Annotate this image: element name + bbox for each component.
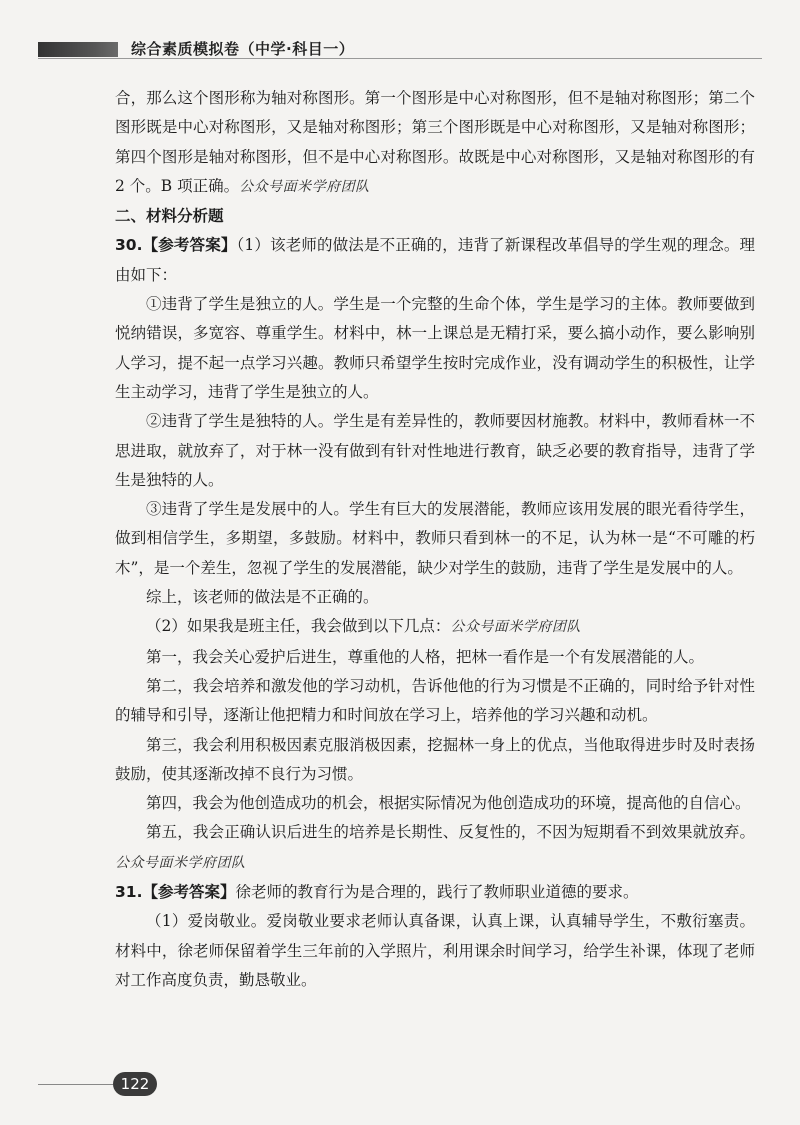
q30-step-4: 第四，我会为他创造成功的机会，根据实际情况为他创造成功的环境，提高他的自信心。 [146, 794, 751, 813]
paragraph-continuation [115, 84, 755, 202]
q30-step-1: 第一，我会关心爱护后进生，尊重他的人格，把林一看作是一个有发展潜能的人。 [146, 647, 705, 666]
q30-step-5 [115, 818, 755, 878]
q31-point-1: （1）爱岗敬业。爱岗敬业要求老师认真备课，认真上课，认真辅导学生，不敷衍塞责。材料中，徐老师保留着学生三年前的入学照片，利用课余时间学习，给学生补课，体现了老师对工作高度负责，勤恳敬业。 [115, 912, 755, 989]
answer-label: 【参考答案】 [142, 883, 236, 902]
header-title: 综合素质模拟卷（中学·科目一） [131, 40, 355, 58]
watermark-text: 公众号面米学府团队 [115, 854, 246, 871]
q30-point-a: ①违背了学生是独立的人。学生是一个完整的生命个体，学生是学习的主体。教师要做到悦纳错误，多宽容、尊重学生。材料中，林一上课总是无精打采，要么搞小动作，要么影响别人学习，提不起一点学习兴趣。教师只希望学生按时完成作业，没有调动学生的积极性，让学生主动学习，违背了学生是独立的人。 [115, 295, 755, 401]
question-number: 31. [115, 883, 143, 902]
page-footer [38, 1070, 238, 1100]
q30-step-3: 第三，我会利用积极因素克服消极因素，挖掘林一身上的优点，当他取得进步时及时表扬鼓励，使其逐渐改掉不良行为习惯。 [115, 735, 755, 783]
question-30-intro-text: （1）该老师的做法是不正确的，违背了新课程改革倡导的学生观的理念。理由如下： [115, 236, 755, 284]
question-30-intro [115, 231, 755, 290]
question-31-intro-text: 徐老师的教育行为是合理的，践行了教师职业道德的要求。 [235, 883, 639, 902]
page-number-badge: 122 [113, 1072, 157, 1096]
q30-point-b: ②违背了学生是独特的人。学生是有差异性的，教师要因材施教。材料中，教师看林一不思进取，就放弃了，对于林一没有做到有针对性地进行教育，缺乏必要的教育指导，违背了学生是独特的人。 [115, 412, 755, 489]
header-decoration-bar [38, 42, 118, 57]
page-content [115, 84, 755, 995]
page-header [38, 36, 762, 60]
q30-step-2: 第二，我会培养和激发他的学习动机，告诉他他的行为习惯是不正确的，同时给予针对性的辅导和引导，逐渐让他把精力和时间放在学习上，培养他的学习兴趣和动机。 [115, 676, 755, 725]
q30-step-5-text: 第五，我会正确认识后进生的培养是长期性、反复性的，不因为短期看不到效果就放弃。 [146, 823, 755, 842]
answer-label: 【参考答案】 [142, 236, 237, 255]
header-divider [38, 58, 762, 59]
paragraph-text: 合，那么这个图形称为轴对称图形。第一个图形是中心对称图形，但不是轴对称图形；第二个图形既是中心对称图形，又是轴对称图形；第三个图形既是中心对称图形，又是轴对称图形；第四个图形是轴对称图形，但不是中心对称图形。故既是中心对称图形，又是轴对称图形的有 2 个。B 项正确。 [115, 89, 755, 195]
question-number: 30. [115, 236, 143, 255]
q30-point-c: ③违背了学生是发展中的人。学生有巨大的发展潜能，教师应该用发展的眼光看待学生，做到相信学生，多期望，多鼓励。材料中，教师只看到林一的不足，认为林一是“不可雕的朽木”，是一个差生，忽视了学生的发展潜能，缺少对学生的鼓励，违背了学生是发展中的人。 [115, 500, 755, 577]
question-31-intro [115, 878, 755, 907]
footer-divider [38, 1084, 113, 1085]
q30-part2 [115, 612, 755, 642]
q30-part2-text: （2）如果我是班主任，我会做到以下几点： [146, 617, 451, 636]
q30-summary: 综上，该老师的做法是不正确的。 [146, 588, 379, 607]
section-heading: 二、材料分析题 [115, 207, 224, 226]
watermark-text: 公众号面米学府团队 [450, 619, 581, 636]
watermark-text: 公众号面米学府团队 [239, 178, 370, 195]
